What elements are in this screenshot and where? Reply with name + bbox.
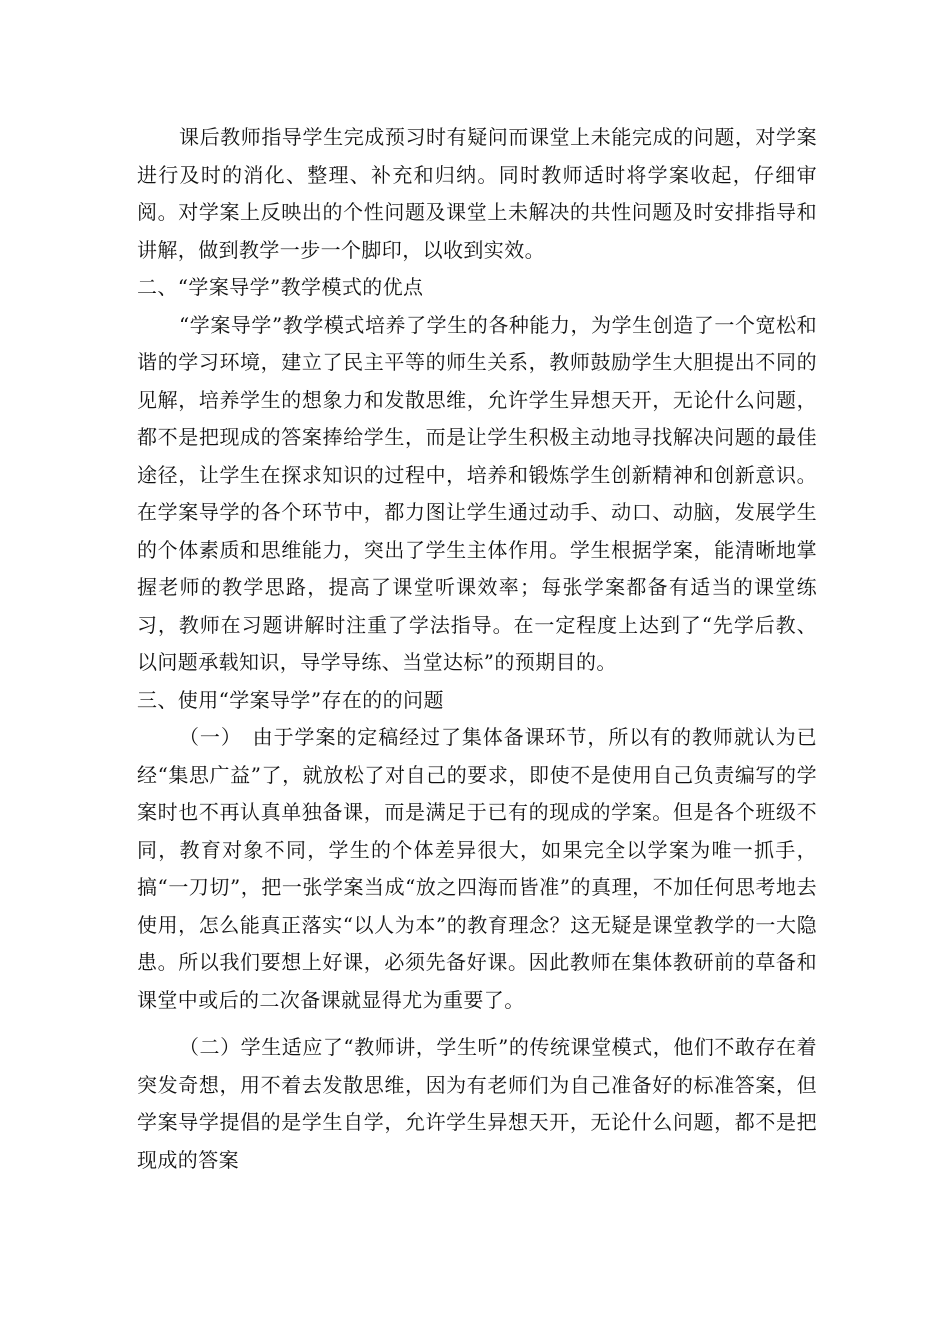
paragraph-problem-two: （二）学生适应了“教师讲，学生听”的传统课堂模式，他们不敢存在着突发奇想，用不着去发散思维，因为有老师们为自己准备好的标准答案，但学案导学提倡的是学生自学，允许学生异想天开，无论什么问题，都不是把现成的答案 <box>137 1035 817 1172</box>
section-heading-advantages: 二、“学案导学”教学模式的优点 <box>137 275 424 299</box>
section-heading-problems: 三、使用“学案导学”存在的的问题 <box>137 687 444 712</box>
paragraph-advantages: “学案导学”教学模式培养了学生的各种能力，为学生创造了一个宽松和谐的学习环境，建立了民主平等的师生关系，教师鼓励学生大胆提出不同的见解，培养学生的想象力和发散思维，允许学生异想天开，无论什么问题，都不是把现成的答案捧给学生，而是让学生积极主动地寻找解决问题的最佳途径，让学生在探求知识的过程中，培养和锻炼学生创新精神和创新意识。在学案导学的各个环节中，都力图让学生通过动手、动口、动脑，发展学生的个体素质和思维能力，突出了学生主体作用。学生根据学案，能清晰地掌握老师的教学思路，提高了课堂听课效率；每张学案都备有适当的课堂练习，教师在习题讲解时注重了学法指导。在一定程度上达到了“先学后教、以问题承载知识，导学导练、当堂达标”的预期目的。 <box>137 312 817 674</box>
paragraph-followup-guidance: 课后教师指导学生完成预习时有疑问而课堂上未能完成的问题，对学案进行及时的消化、整理、补充和归纳。同时教师适时将学案收起，仔细审阅。对学案上反映出的个性问题及课堂上未解决的共性问题及时安排指导和讲解，做到教学一步一个脚印，以收到实效。 <box>137 125 817 262</box>
paragraph-problem-one: （一） 由于学案的定稿经过了集体备课环节，所以有的教师就认为已经“集思广益”了，就放松了对自己的要求，即使不是使用自己负责编写的学案时也不再认真单独备课，而是满足于已有的现成的学案。但是各个班级不同，教育对象不同，学生的个体差异很大，如果完全以学案为唯一抓手，搞“一刀切”，把一张学案当成“放之四海而皆准”的真理，不加任何思考地去使用，怎么能真正落实“以人为本”的教育理念？这无疑是课堂教学的一大隐患。所以我们要想上好课，必须先备好课。因此教师在集体教研前的草备和课堂中或后的二次备课就显得尤为重要了。 <box>137 725 817 1012</box>
document-body <box>137 119 817 1179</box>
